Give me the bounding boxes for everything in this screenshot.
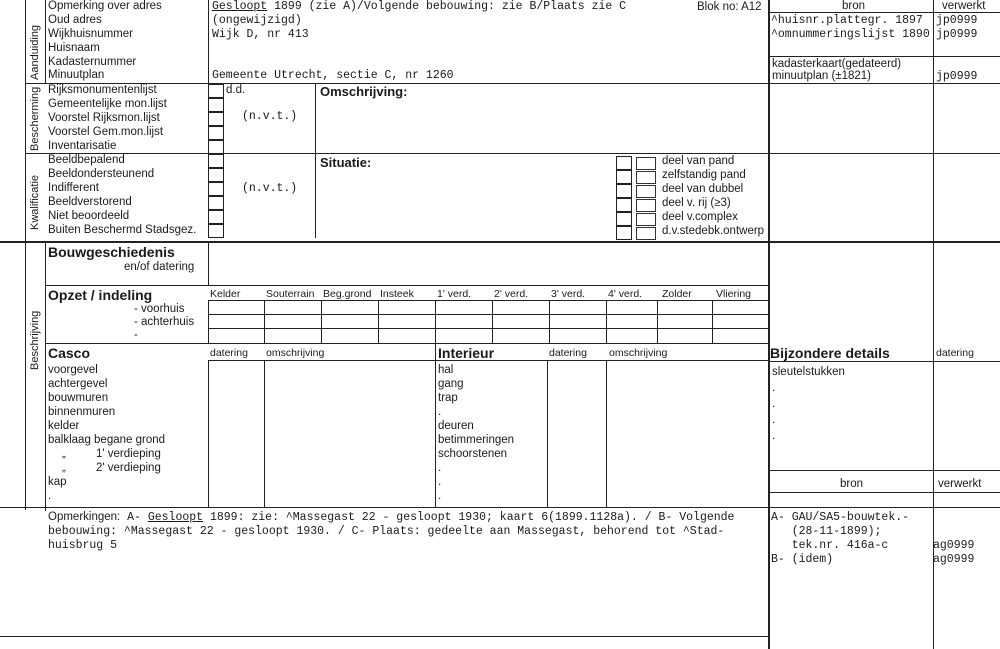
gesloopt-underlined: Gesloopt (212, 0, 268, 13)
checkbox-niet-beoordeeld[interactable] (208, 210, 224, 224)
opmerkingen-line3: huisbrug 5 (48, 539, 118, 552)
bijzondere-details-title: Bijzondere details (770, 345, 890, 361)
checkbox-voorstel-rijksmon[interactable] (208, 112, 224, 126)
opzet-row-blank: - (134, 329, 138, 341)
label-rijksmonumentenlijst: Rijksmonumentenlijst (48, 84, 157, 96)
opmerkingen-a: A- (120, 511, 148, 524)
bron-entry: ^omnummeringslijst 1890 (771, 28, 930, 41)
bron-kadaster-2: minuutplan (±1821) (772, 70, 872, 82)
casco-item: kap (48, 476, 67, 488)
floor-header: 3' verd. (551, 288, 586, 300)
situatie-option-label: deel van dubbel (662, 183, 744, 195)
bron-header: bron (842, 0, 866, 12)
opmerkingen-gesloopt: Gesloopt (147, 511, 204, 524)
situatie-label: Situatie: (320, 155, 372, 170)
situatie-option-label: deel v. rij (≥3) (662, 197, 731, 209)
minuutplan-value: Gemeente Utrecht, sectie C, nr 1260 (212, 69, 454, 82)
casco-item: balklaag begane grond (48, 434, 166, 446)
opmerkingen-label: Opmerkingen: (48, 511, 121, 523)
label-voorstel-rijksmon: Voorstel Rijksmon.lijst (48, 112, 160, 124)
floor-header: Zolder (662, 288, 692, 300)
bijzondere-item: sleutelstukken (772, 366, 845, 378)
checkbox-voorstel-gem[interactable] (208, 126, 224, 140)
interieur-item: . (438, 462, 442, 474)
section-label-bescherming: Bescherming (29, 86, 41, 151)
opmerkingen-line2: bebouwing: ^Massegast 22 - gesloopt 1930. / C- Plaats: gedeelte aan Massegast, behorend tot ^Stad- (48, 525, 725, 538)
floor-header: Kelder (210, 288, 241, 300)
casco-item: voorgevel (48, 364, 98, 376)
verwerkt-bottom-entry: ag0999 (933, 539, 975, 552)
floor-header: Vliering (716, 288, 752, 300)
bijzondere-col-datering: datering (936, 347, 974, 359)
floor-header: 2' verd. (494, 288, 529, 300)
label-indifferent: Indifferent (48, 182, 99, 194)
checkbox-situatie-zelfstandig[interactable] (616, 170, 632, 184)
deel-pand-icon (636, 157, 656, 170)
label-minuutplan: Minuutplan (48, 69, 105, 81)
interieur-item: . (438, 490, 442, 502)
label-beeldverstorend: Beeldverstorend (48, 196, 132, 208)
bron-bottom-entry: B- (idem) (771, 553, 834, 566)
bron-bottom-entry: tek.nr. 416a-c (771, 539, 889, 552)
interieur-col-datering: datering (549, 347, 587, 359)
zelfstandig-pand-icon (636, 171, 656, 184)
interieur-item: . (438, 406, 442, 418)
checkbox-beeldondersteunend[interactable] (208, 168, 224, 182)
interieur-col-omschrijving: omschrijving (609, 347, 668, 359)
interieur-item: betimmeringen (438, 434, 515, 446)
checkbox-situatie-rij[interactable] (616, 198, 632, 212)
checkbox-situatie-complex[interactable] (616, 212, 632, 226)
label-niet-beoordeeld: Niet beoordeeld (48, 210, 130, 222)
opmerkingen-line1 (48, 511, 734, 524)
interieur-item: trap (438, 392, 458, 404)
stedebk-icon (636, 227, 656, 240)
section-label-kwalificatie: Kwalificatie (29, 174, 41, 230)
floor-header: 1' verd. (437, 288, 472, 300)
adres-value-line1 (212, 0, 626, 13)
checkbox-buiten-beschermd[interactable] (208, 224, 224, 238)
nvt-kwalificatie: (n.v.t.) (242, 182, 298, 195)
situatie-option-label: deel van pand (662, 155, 735, 167)
bijzondere-item: . (772, 430, 776, 442)
casco-item: . (48, 490, 52, 502)
checkbox-inventarisatie[interactable] (208, 140, 224, 154)
interieur-title: Interieur (438, 345, 495, 361)
bron-entry: ^huisnr.plattegr. 1897 (771, 14, 923, 27)
casco-item: 1' verdieping (96, 448, 161, 460)
bron-bottom-entry: (28-11-1899); (771, 525, 882, 538)
label-voorstel-gem-mon: Voorstel Gem.mon.lijst (48, 126, 164, 138)
label-beeldondersteunend: Beeldondersteunend (48, 168, 155, 180)
interieur-item: hal (438, 364, 454, 376)
checkbox-indifferent[interactable] (208, 182, 224, 196)
bijzondere-item: . (772, 414, 776, 426)
casco-item: kelder (48, 420, 80, 432)
section-label-beschrijving: Beschrijving (29, 310, 41, 370)
rij-icon (636, 199, 656, 212)
verwerkt-entry: jp0999 (936, 28, 978, 41)
checkbox-situatie-dubbel[interactable] (616, 184, 632, 198)
situatie-option-label: zelfstandig pand (662, 169, 746, 181)
casco-col-omschrijving: omschrijving (266, 347, 325, 359)
verwerkt-entry: jp0999 (936, 14, 978, 27)
checkbox-situatie-deel-pand[interactable] (616, 156, 632, 170)
situatie-option-label: d.v.stedebk.ontwerp (662, 225, 765, 237)
opzet-indeling-label: Opzet / indeling (48, 287, 153, 303)
verwerkt-header-bottom: verwerkt (938, 478, 982, 490)
interieur-item: gang (438, 378, 464, 390)
floor-header: 4' verd. (608, 288, 643, 300)
dubbel-icon (636, 185, 656, 198)
casco-item: binnenmuren (48, 406, 116, 418)
dd-label: d.d. (226, 84, 246, 96)
casco-item: bouwmuren (48, 392, 109, 404)
opzet-row-voorhuis: - voorhuis (134, 303, 185, 315)
label-buiten-beschermd: Buiten Beschermd Stadsgez. (48, 224, 197, 236)
complex-icon (636, 213, 656, 226)
bijzondere-item: . (772, 382, 776, 394)
verwerkt-bottom-entry: ag0999 (933, 553, 975, 566)
adres-value-line2: (ongewijzigd) (212, 14, 302, 27)
checkbox-gemeentelijke[interactable] (208, 98, 224, 112)
verwerkt-header: verwerkt (942, 0, 986, 12)
bron-kadaster-1: kadasterkaart(gedateerd) (772, 58, 902, 70)
bron-bottom-entry: A- GAU/SA5-bouwtek.- (771, 511, 910, 524)
label-beeldbepalend: Beeldbepalend (48, 154, 125, 166)
casco-item: achtergevel (48, 378, 108, 390)
omschrijving-label: Omschrijving: (320, 84, 408, 99)
wijk-value: Wijk D, nr 413 (212, 28, 309, 41)
casco-item: 2' verdieping (96, 462, 161, 474)
label-inventarisatie: Inventarisatie (48, 140, 117, 152)
casco-col-datering: datering (210, 347, 248, 359)
interieur-item: . (438, 476, 442, 488)
bijzondere-item: . (772, 398, 776, 410)
situatie-option-label: deel v.complex (662, 211, 738, 223)
section-label-aanduiding: Aanduiding (29, 24, 41, 80)
label-huisnaam: Huisnaam (48, 42, 100, 54)
checkbox-situatie-stedebk[interactable] (616, 226, 632, 240)
casco-quote-mark: „ (62, 462, 66, 474)
bron-header-bottom: bron (840, 478, 864, 490)
checkbox-rijksmonumentenlijst[interactable] (208, 84, 224, 98)
label-wijkhuisnummer: Wijkhuisnummer (48, 28, 133, 40)
nvt-bescherming: (n.v.t.) (242, 110, 298, 123)
checkbox-beeldverstorend[interactable] (208, 196, 224, 210)
floor-header: Beg.grond (323, 288, 372, 300)
datering-sub-label: en/of datering (124, 261, 195, 273)
label-kadasternummer: Kadasternummer (48, 56, 137, 68)
label-opmerking-adres: Opmerking over adres (48, 0, 162, 12)
bouwgeschiedenis-label: Bouwgeschiedenis (48, 244, 175, 260)
interieur-item: schoorstenen (438, 448, 508, 460)
interieur-item: deuren (438, 420, 474, 432)
verwerkt-kadaster: jp0999 (936, 70, 978, 83)
casco-title: Casco (48, 345, 91, 361)
label-gemeentelijke-mon-lijst: Gemeentelijke mon.lijst (48, 98, 167, 110)
opmerkingen-line1-rest: 1899: zie: ^Massegast 22 - gesloopt 1930; kaart 6(1899.1128a). / B- Volgende (203, 511, 735, 524)
opzet-row-achterhuis: - achterhuis (134, 316, 195, 328)
floor-header: Insteek (380, 288, 414, 300)
label-oud-adres: Oud adres (48, 14, 102, 26)
checkbox-beeldbepalend[interactable] (208, 154, 224, 168)
casco-quote-mark: „ (62, 448, 66, 460)
adres-line1-rest: 1899 (zie A)/Volgende bebouwing: zie B/Plaats zie C (267, 0, 627, 13)
blok-number: Blok no: A12 (697, 1, 762, 13)
floor-header: Souterrain (266, 288, 315, 300)
